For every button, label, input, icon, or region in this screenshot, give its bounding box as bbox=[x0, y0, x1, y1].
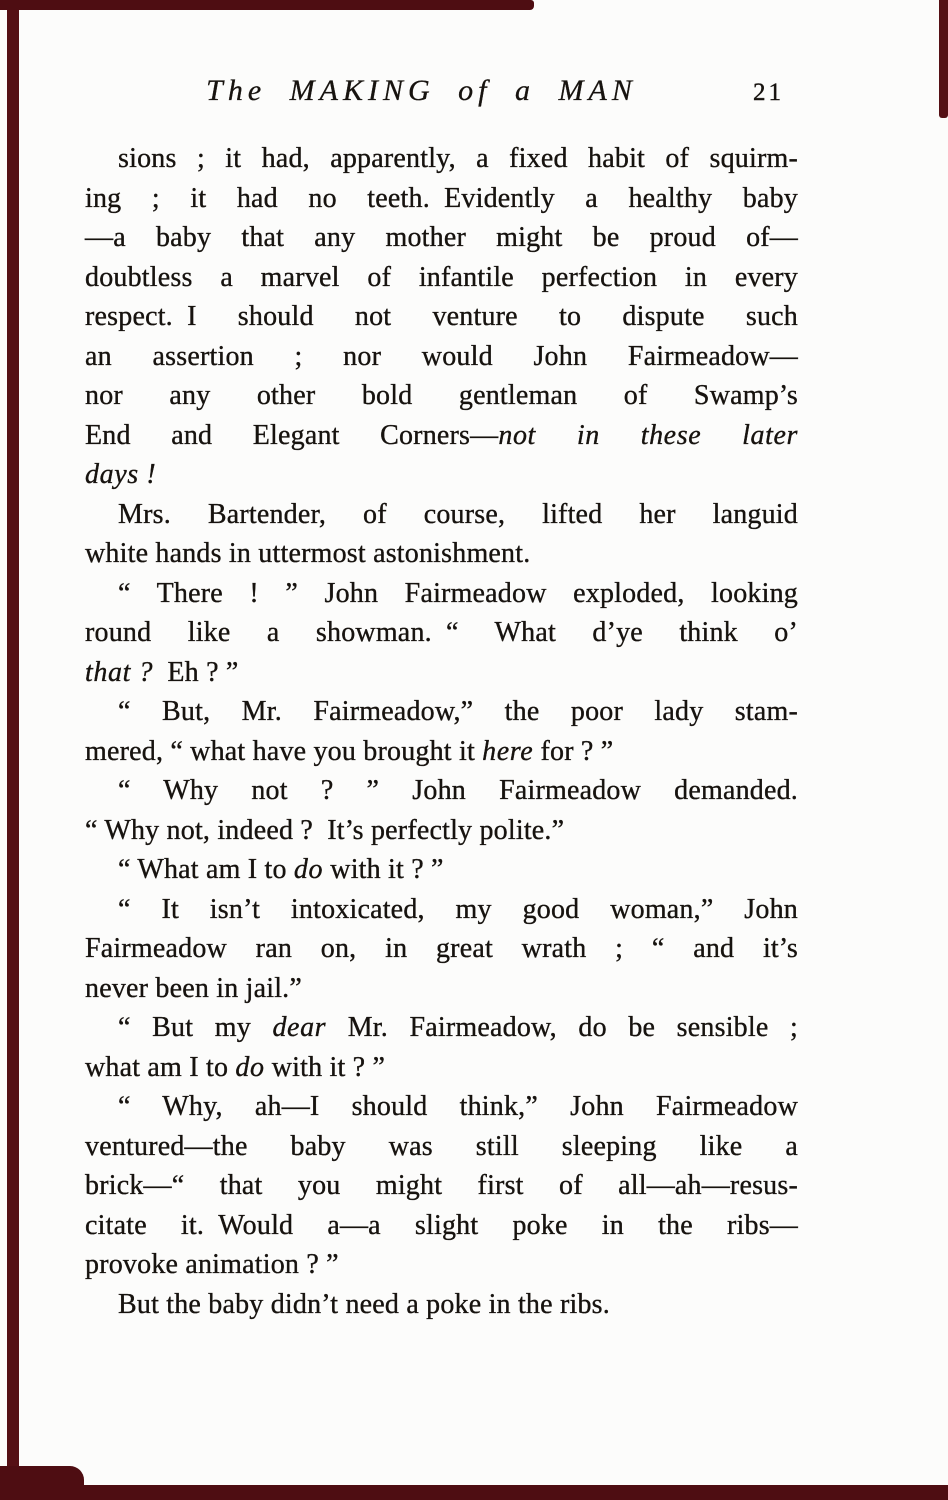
text-line: “ There ! ” John Fairmeadow exploded, looking bbox=[118, 577, 798, 609]
text-line: never been in jail.” bbox=[85, 972, 303, 1004]
text-line: mered, “ what have you brought it here for ? ” bbox=[85, 735, 614, 767]
running-header bbox=[85, 70, 798, 112]
text-line: Fairmeadow ran on, in great wrath ; “ and it’s bbox=[85, 933, 798, 964]
scan-edge-right bbox=[939, 0, 948, 118]
page-number: 21 bbox=[753, 79, 784, 106]
page-title: The MAKING of a MAN bbox=[206, 74, 637, 107]
text-line: Mrs. Bartender, of course, lifted her languid bbox=[118, 498, 798, 530]
text-line: “ But, Mr. Fairmeadow,” the poor lady stam- bbox=[118, 696, 798, 727]
scan-edge-top bbox=[0, 0, 534, 10]
text-line: “ But my dear Mr. Fairmeadow, do be sensible ; bbox=[118, 1012, 798, 1043]
text-line: nor any other bold gentleman of Swamp’s bbox=[85, 380, 798, 411]
text-line: what am I to do with it ? ” bbox=[85, 1051, 386, 1083]
text-line: But the baby didn’t need a poke in the ribs. bbox=[118, 1288, 610, 1320]
text-line: respect. I should not venture to dispute such bbox=[85, 301, 798, 332]
scan-edge-bottom bbox=[0, 1485, 948, 1500]
text-line: End and Elegant Corners—not in these later bbox=[85, 419, 798, 451]
text-line: provoke animation ? ” bbox=[85, 1249, 339, 1280]
text-line: that ? Eh ? ” bbox=[85, 656, 239, 688]
text-line: “ Why not ? ” John Fairmeadow demanded. bbox=[118, 775, 798, 806]
text-line: ventured—the baby was still sleeping like a bbox=[85, 1130, 798, 1162]
text-line: sions ; it had, apparently, a fixed habit of squirm- bbox=[118, 143, 798, 174]
text-line: an assertion ; nor would John Fairmeadow— bbox=[85, 340, 798, 372]
text-line: doubtless a marvel of infantile perfection in every bbox=[85, 261, 798, 293]
text-line: “ Why, ah—I should think,” John Fairmeadow bbox=[118, 1091, 798, 1122]
text-line: “ Why not, indeed ? It’s perfectly polite.” bbox=[85, 814, 565, 846]
text-line: ing ; it had no teeth. Evidently a healthy baby bbox=[85, 182, 798, 214]
text-line: brick—“ that you might first of all—ah—resus- bbox=[85, 1170, 798, 1201]
text-line: white hands in uttermost astonishment. bbox=[85, 538, 531, 569]
scan-edge-left bbox=[7, 0, 19, 1500]
text-line: —a baby that any mother might be proud of— bbox=[85, 222, 798, 253]
text-line: round like a showman. “ What d’ye think o’ bbox=[85, 617, 798, 648]
scan-edge-bottom-corner bbox=[0, 1466, 84, 1500]
page-text bbox=[85, 139, 798, 1324]
text-line: “ It isn’t intoxicated, my good woman,” John bbox=[118, 893, 798, 925]
text-line: “ What am I to do with it ? ” bbox=[118, 854, 444, 885]
text-line: days ! bbox=[85, 459, 157, 490]
text-line: citate it. Would a—a slight poke in the ribs— bbox=[85, 1209, 798, 1241]
